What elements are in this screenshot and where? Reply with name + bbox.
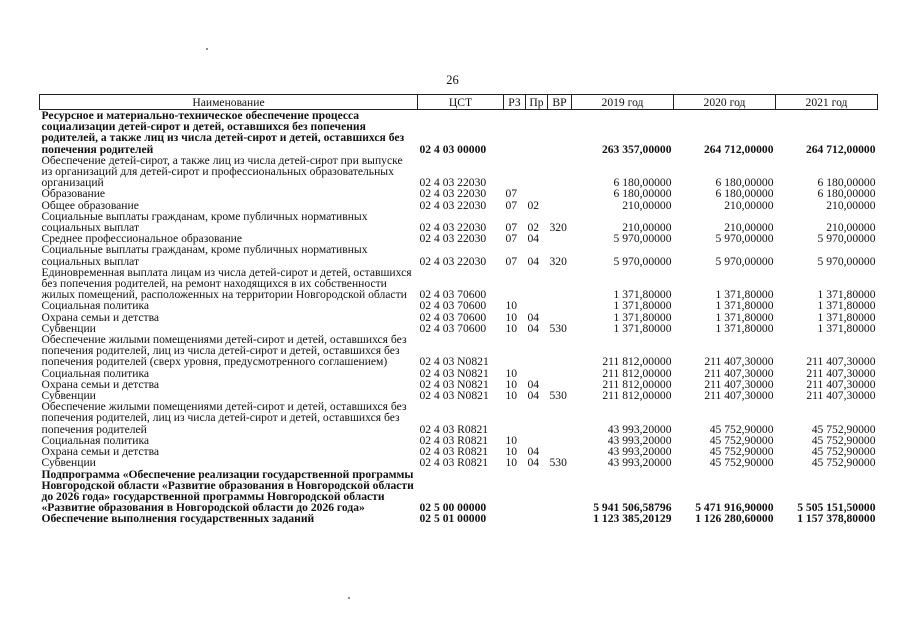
cell-cst: 02 4 03 70600 <box>419 288 487 302</box>
cell-cst: 02 4 03 22030 <box>419 198 487 212</box>
cell-cst: 02 4 03 70600 <box>419 310 487 324</box>
cell-vr <box>548 334 572 368</box>
cell-2020: 264 712,00000 <box>703 142 774 156</box>
cell-2021: 6 180,00000 <box>817 176 876 190</box>
cell-vr <box>548 435 572 446</box>
cell-2020: 45 752,90000 <box>709 456 774 470</box>
cell-vr <box>548 110 572 155</box>
cell-rz: 07 <box>505 198 518 212</box>
cell-rz: 10 <box>505 310 518 324</box>
cell-pr: 04 <box>527 389 540 403</box>
cell-name: Среднее профессиональное образование <box>41 232 243 246</box>
cell-rz <box>504 469 526 514</box>
cell-2021: 5 970,00000 <box>817 232 876 246</box>
cell-name: Социальные выплаты гражданам, кроме публичных нормативных социальных выплат <box>41 209 368 235</box>
cell-rz: 07 <box>505 254 518 268</box>
cell-2019: 211 812,00000 <box>602 377 672 391</box>
cell-pr <box>526 267 548 301</box>
table-row <box>40 513 878 524</box>
cell-2019: 1 123 385,20129 <box>593 512 672 526</box>
cell-cst: 02 4 03 N0821 <box>419 377 489 391</box>
cell-2019: 263 357,00000 <box>601 142 672 156</box>
cell-vr <box>548 513 572 524</box>
cell-name: Охрана семьи и детства <box>41 377 160 391</box>
cell-2020: 1 371,80000 <box>715 310 774 324</box>
cell-rz: 10 <box>505 366 518 380</box>
cell-2021: 1 157 378,80000 <box>797 512 876 526</box>
cell-2020: 45 752,90000 <box>709 445 774 459</box>
cell-rz <box>504 513 526 524</box>
cell-cst: 02 5 01 00000 <box>419 512 487 526</box>
cell-2020: 45 752,90000 <box>709 422 774 436</box>
table-row <box>40 300 878 311</box>
cell-name: Социальная политика <box>41 366 150 380</box>
cell-cst: 02 4 03 R0821 <box>419 445 489 459</box>
cell-2021: 211 407,30000 <box>806 389 876 403</box>
cell-2021: 1 371,80000 <box>817 310 876 324</box>
header-vr: ВР <box>548 95 572 110</box>
cell-2021: 211 407,30000 <box>806 355 876 369</box>
cell-2019: 1 371,80000 <box>613 288 672 302</box>
cell-cst: 02 4 03 70600 <box>419 299 487 313</box>
cell-vr <box>548 368 572 379</box>
table-row <box>40 469 878 514</box>
cell-rz: 07 <box>505 232 518 246</box>
cell-2019: 210,00000 <box>622 198 672 212</box>
cell-pr <box>526 188 548 199</box>
table-body <box>40 110 878 525</box>
cell-2020: 211 407,30000 <box>704 389 774 403</box>
page-number: 26 <box>446 73 459 87</box>
table-row <box>40 110 878 155</box>
cell-vr: 320 <box>549 221 567 235</box>
cell-2019: 43 993,20000 <box>607 456 672 470</box>
cell-cst: 02 4 03 22030 <box>419 176 487 190</box>
cell-2019: 6 180,00000 <box>613 187 672 201</box>
cell-2020: 1 371,80000 <box>715 299 774 313</box>
cell-name: Субвенции <box>41 389 96 403</box>
table-row <box>40 457 878 468</box>
cell-cst: 02 4 03 22030 <box>419 221 487 235</box>
cell-pr: 04 <box>527 321 540 335</box>
cell-2020: 1 371,80000 <box>715 288 774 302</box>
cell-2021: 210,00000 <box>826 221 876 235</box>
cell-name: Субвенции <box>41 321 96 335</box>
cell-rz: 10 <box>505 433 518 447</box>
table-row <box>40 211 878 233</box>
cell-rz <box>504 267 526 301</box>
cell-2021: 211 407,30000 <box>806 377 876 391</box>
cell-name: Общее образование <box>41 198 139 212</box>
cell-cst: 02 4 03 22030 <box>419 254 487 268</box>
cell-name: Охрана семьи и детства <box>41 445 160 459</box>
cell-2021: 1 371,80000 <box>817 321 876 335</box>
cell-2020: 5 471 916,90000 <box>695 501 774 515</box>
cell-pr: 02 <box>527 198 540 212</box>
cell-2019: 211 812,00000 <box>602 389 672 403</box>
cell-name: Единовременная выплата лицам из числа детей-сирот и детей, оставшихся без попечения родителей, на ремонт находящихся в их собственности жилых помещений, расположенных на территории Новгородской области <box>41 265 412 302</box>
cell-name: Обеспечение жилыми помещениями детей-сирот и детей, оставшихся без попечения родителей, лиц из числа детей-сирот и детей, оставшихся без попечения родителей (сверх уровня, предусмотренного соглашением) <box>41 333 407 369</box>
cell-2019: 6 180,00000 <box>613 176 672 190</box>
cell-pr: 04 <box>527 377 540 391</box>
cell-2020: 5 970,00000 <box>715 232 774 246</box>
cell-2020: 211 407,30000 <box>704 355 774 369</box>
cell-name: Ресурсное и материально-техническое обеспечение процесса социализации детей-сирот и детей, оставшихся без попечения родителей, а также лиц из числа детей-сирот и детей, оставшихся без попечения родителей <box>41 109 405 156</box>
cell-rz: 10 <box>505 389 518 403</box>
cell-2019: 43 993,20000 <box>607 445 672 459</box>
cell-2020: 210,00000 <box>724 198 774 212</box>
cell-pr: 04 <box>527 456 540 470</box>
table-row <box>40 244 878 266</box>
header-2019: 2019 год <box>572 95 674 110</box>
table-row <box>40 267 878 301</box>
cell-2021: 5 970,00000 <box>817 254 876 268</box>
header-2021: 2021 год <box>776 95 878 110</box>
cell-2020: 6 180,00000 <box>715 176 774 190</box>
cell-rz <box>504 334 526 368</box>
cell-rz: 07 <box>505 187 518 201</box>
cell-pr <box>526 513 548 524</box>
cell-2020: 211 407,30000 <box>704 366 774 380</box>
cell-cst: 02 4 03 R0821 <box>419 456 489 470</box>
cell-cst: 02 4 03 22030 <box>419 187 487 201</box>
cell-vr <box>548 267 572 301</box>
header-name: Наименование <box>40 95 418 110</box>
cell-2019: 43 993,20000 <box>607 433 672 447</box>
cell-name: Охрана семьи и детства <box>41 310 160 324</box>
cell-2020: 210,00000 <box>724 221 774 235</box>
scan-speck <box>206 48 208 50</box>
table-row <box>40 188 878 199</box>
cell-2019: 43 993,20000 <box>607 422 672 436</box>
cell-pr <box>526 401 548 435</box>
cell-2020: 6 180,00000 <box>715 187 774 201</box>
header-cst: ЦСТ <box>418 95 504 110</box>
cell-2020: 211 407,30000 <box>704 377 774 391</box>
cell-cst: 02 4 03 70600 <box>419 321 487 335</box>
table-row <box>40 155 878 189</box>
cell-rz: 07 <box>505 221 518 235</box>
cell-cst: 02 4 03 22030 <box>419 232 487 246</box>
cell-rz <box>504 155 526 189</box>
cell-pr: 04 <box>527 232 540 246</box>
cell-pr <box>526 469 548 514</box>
cell-rz: 10 <box>505 377 518 391</box>
cell-2019: 1 371,80000 <box>613 299 672 313</box>
cell-2019: 211 812,00000 <box>602 355 672 369</box>
cell-2020: 5 970,00000 <box>715 254 774 268</box>
cell-name: Социальная политика <box>41 433 150 447</box>
cell-2021: 5 505 151,50000 <box>797 501 876 515</box>
scan-speck <box>348 597 350 599</box>
cell-pr <box>526 334 548 368</box>
cell-rz <box>504 401 526 435</box>
cell-pr: 02 <box>527 221 540 235</box>
cell-2021: 45 752,90000 <box>811 422 876 436</box>
cell-pr <box>526 110 548 155</box>
cell-cst: 02 4 03 N0821 <box>419 366 489 380</box>
cell-vr <box>548 469 572 514</box>
cell-2021: 45 752,90000 <box>811 445 876 459</box>
cell-name: Социальные выплаты гражданам, кроме публичных нормативных социальных выплат <box>41 243 368 268</box>
cell-2020: 45 752,90000 <box>709 433 774 447</box>
cell-cst: 02 4 03 R0821 <box>419 422 489 436</box>
cell-cst: 02 4 03 00000 <box>419 142 487 156</box>
cell-2019: 1 371,80000 <box>613 310 672 324</box>
budget-table <box>39 94 878 525</box>
cell-2021: 210,00000 <box>826 198 876 212</box>
cell-rz: 10 <box>505 456 518 470</box>
cell-vr <box>548 200 572 211</box>
cell-2019: 1 371,80000 <box>613 321 672 335</box>
cell-rz: 10 <box>505 445 518 459</box>
cell-name: Подпрограмма «Обеспечение реализации государственной программы Новгородской области «Развитие образования в Новгородской области до 2026 года» государственной программы Новгородской области «Развитие образования в Новгородской области до 2026 года» <box>41 467 414 515</box>
cell-vr <box>548 401 572 435</box>
cell-vr: 530 <box>549 456 567 470</box>
cell-name: Обеспечение жилыми помещениями детей-сирот и детей, оставшихся без попечения родителей, лиц из числа детей-сирот и детей, оставшихся без попечения родителей <box>41 400 407 436</box>
cell-pr: 04 <box>527 310 540 324</box>
cell-vr <box>548 155 572 189</box>
cell-rz <box>504 110 526 155</box>
cell-2021: 6 180,00000 <box>817 187 876 201</box>
cell-2021: 1 371,80000 <box>817 288 876 302</box>
cell-pr <box>526 300 548 311</box>
cell-2021: 1 371,80000 <box>817 299 876 313</box>
cell-cst: 02 5 00 00000 <box>419 501 487 515</box>
cell-pr: 04 <box>527 254 540 268</box>
cell-rz: 10 <box>505 299 518 313</box>
cell-cst: 02 4 03 N0821 <box>419 355 489 369</box>
cell-2021: 264 712,00000 <box>805 142 876 156</box>
cell-vr: 530 <box>549 389 567 403</box>
cell-2019: 5 941 506,58796 <box>593 501 672 515</box>
cell-2021: 45 752,90000 <box>811 456 876 470</box>
table-row <box>40 334 878 368</box>
cell-cst: 02 4 03 R0821 <box>419 433 489 447</box>
table-header-row <box>40 95 878 110</box>
cell-name: Обеспечение детей-сирот, а также лиц из числа детей-сирот при выпуске из организаций для детей-сирот и профессиональных образовательных организаций <box>41 153 403 190</box>
cell-name: Обеспечение выполнения государственных заданий <box>41 512 315 526</box>
table-row <box>40 401 878 435</box>
cell-pr: 04 <box>527 445 540 459</box>
header-2020: 2020 год <box>674 95 776 110</box>
cell-name: Субвенции <box>41 456 96 470</box>
cell-2019: 211 812,00000 <box>602 366 672 380</box>
cell-2021: 211 407,30000 <box>806 366 876 380</box>
cell-name: Образование <box>41 187 106 201</box>
header-pr: Пр <box>526 95 548 110</box>
cell-2020: 1 371,80000 <box>715 321 774 335</box>
cell-vr <box>548 233 572 244</box>
cell-vr <box>548 188 572 199</box>
cell-vr: 530 <box>549 321 567 335</box>
cell-rz: 10 <box>505 321 518 335</box>
cell-2020: 1 126 280,60000 <box>695 512 774 526</box>
cell-2021: 45 752,90000 <box>811 433 876 447</box>
cell-2019: 5 970,00000 <box>613 232 672 246</box>
cell-vr: 320 <box>549 254 567 268</box>
header-rz: РЗ <box>504 95 526 110</box>
cell-cst: 02 4 03 N0821 <box>419 389 489 403</box>
cell-vr <box>548 300 572 311</box>
cell-name: Социальная политика <box>41 299 150 313</box>
cell-2019: 210,00000 <box>622 221 672 235</box>
cell-pr <box>526 155 548 189</box>
cell-2019: 5 970,00000 <box>613 254 672 268</box>
